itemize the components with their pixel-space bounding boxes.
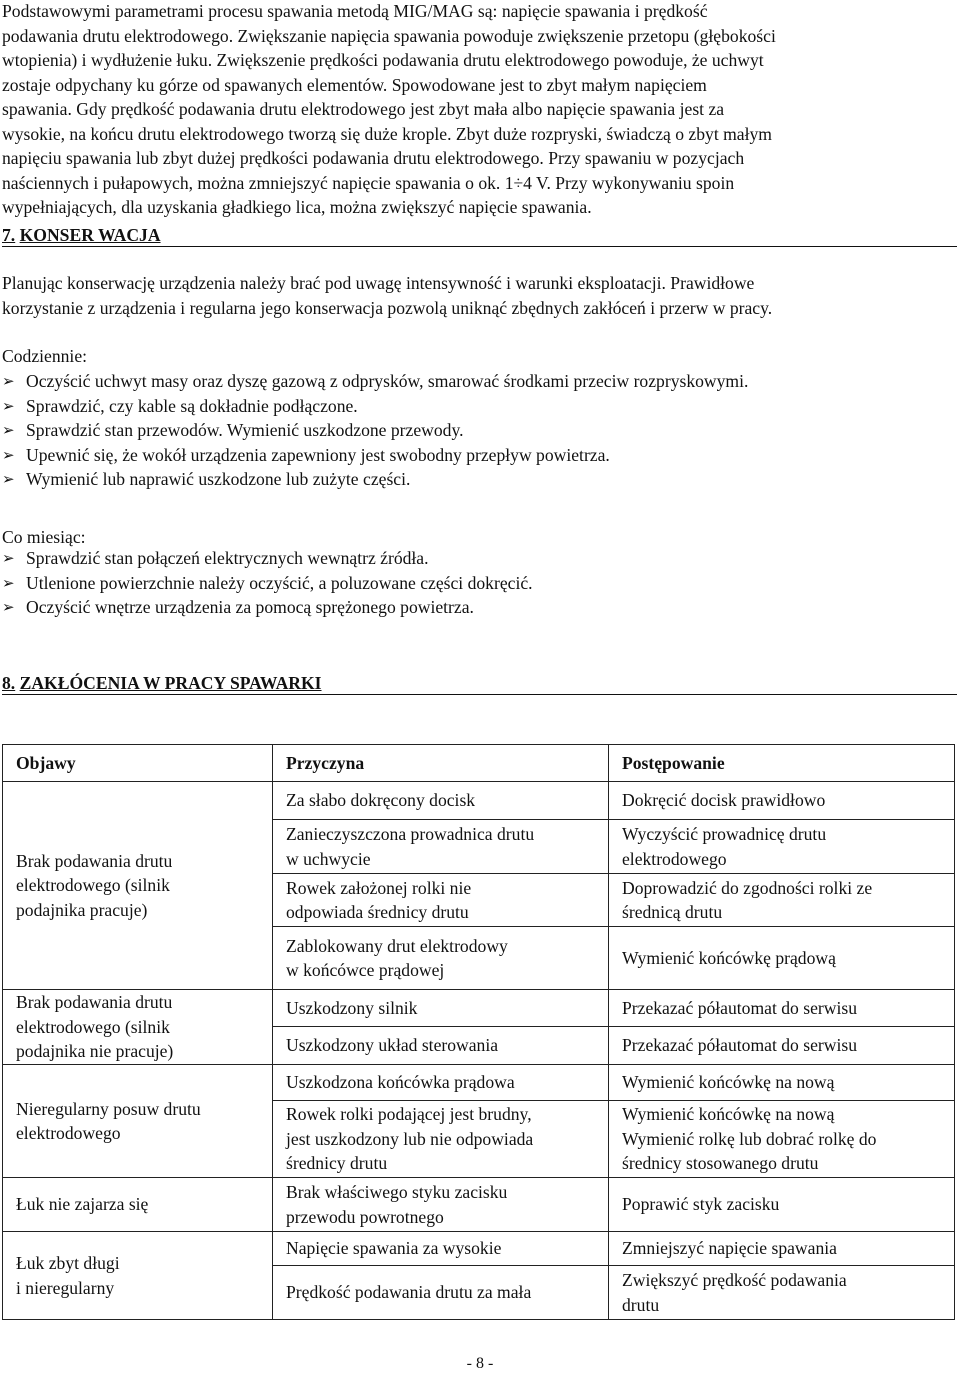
arrow-bullet-icon: ➢ xyxy=(2,421,15,439)
troubleshooting-table xyxy=(2,744,955,1320)
list-item xyxy=(2,394,748,419)
cause-cell: Brak właściwego styku zacisku przewodu powrotnego xyxy=(272,1177,609,1232)
symptom-cell: Łuk zbyt długi i nieregularny xyxy=(2,1231,273,1320)
arrow-bullet-icon: ➢ xyxy=(2,598,15,616)
list-item-text: Sprawdzić, czy kable są dokładnie podłączone. xyxy=(26,395,358,416)
section-number: 8. xyxy=(2,673,16,693)
table-header-cell: Przyczyna xyxy=(272,744,609,782)
action-cell: Wymienić końcówkę na nową Wymienić rolkę lub dobrać rolkę do średnicy stosowanego drutu xyxy=(608,1100,955,1178)
cause-cell: Rowek założonej rolki nie odpowiada średnicy drutu xyxy=(272,873,609,927)
list-item-text: Sprawdzić stan połączeń elektrycznych wewnątrz źródła. xyxy=(26,548,429,568)
arrow-bullet-icon: ➢ xyxy=(2,372,15,390)
paragraph-line: korzystanie z urządzenia i regularna jego konserwacja pozwolą uniknąć zbędnych zakłóceń i przerw w pracy. xyxy=(2,297,773,318)
symptom-cell: Nieregularny posuw drutu elektrodowego xyxy=(2,1064,273,1178)
daily-checklist xyxy=(2,369,748,492)
cause-cell: Napięcie spawania za wysokie xyxy=(272,1231,609,1266)
symptom-cell: Łuk nie zajarza się xyxy=(2,1177,273,1232)
list-item-text: Oczyścić uchwyt masy oraz dyszę gazową z odprysków, smarować środkami przeciw rozpryskowymi. xyxy=(26,371,749,391)
list-item xyxy=(2,443,748,468)
list-item xyxy=(2,571,533,596)
list-item xyxy=(2,369,748,394)
intro-line: napięciu spawania lub zbyt dużej prędkości podawania drutu elektrodowego. Przy spawaniu w pozycjach xyxy=(2,148,745,168)
intro-line: spawania. Gdy prędkość podawania drutu elektrodowego jest zbyt mała albo napięcie spawania jest za xyxy=(2,99,725,119)
arrow-bullet-icon: ➢ xyxy=(2,396,15,415)
action-cell: Zwiększyć prędkość podawania drutu xyxy=(608,1265,955,1320)
section-7-heading xyxy=(2,224,957,247)
list-item xyxy=(2,595,533,620)
section-8-heading xyxy=(2,672,957,695)
intro-line: wtopienia) i wydłużenie łuku. Zwiększenie prędkości podawania drutu elektrodowego powoduje, że uchwyt xyxy=(2,50,764,70)
cause-cell: Zablokowany drut elektrodowy w końcówce prądowej xyxy=(272,926,609,990)
list-item-text: Oczyścić wnętrze urządzenia za pomocą sprężonego powietrza. xyxy=(26,597,474,617)
intro-paragraph xyxy=(2,0,957,220)
symptom-cell: Brak podawania drutu elektrodowego (silnik podajnika nie pracuje) xyxy=(2,989,273,1065)
cause-cell: Uszkodzony układ sterowania xyxy=(272,1026,609,1065)
cause-cell: Zanieczyszczona prowadnica drutu w uchwycie xyxy=(272,819,609,874)
cause-cell: Uszkodzony silnik xyxy=(272,989,609,1027)
cause-cell: Rowek rolki podającej jest brudny, jest uszkodzony lub nie odpowiada średnicy drutu xyxy=(272,1100,609,1178)
symptom-cell: Brak podawania drutu elektrodowego (silnik podajnika pracuje) xyxy=(2,781,273,990)
cause-cell: Prędkość podawania drutu za mała xyxy=(272,1265,609,1320)
paragraph-line: Planując konserwację urządzenia należy brać pod uwagę intensywność i warunki eksploatacji. Prawidłowe xyxy=(2,273,755,293)
maintenance-paragraph xyxy=(2,271,957,320)
action-cell: Dokręcić docisk prawidłowo xyxy=(608,781,955,820)
monthly-checklist xyxy=(2,546,533,620)
list-item-text: Utlenione powierzchnie należy oczyścić, a poluzowane części dokręcić. xyxy=(26,572,533,593)
action-cell: Wyczyścić prowadnicę drutu elektrodowego xyxy=(608,819,955,874)
action-cell: Poprawić styk zacisku xyxy=(608,1177,955,1232)
table-header-cell: Postępowanie xyxy=(608,744,955,782)
list-item xyxy=(2,546,533,571)
list-item xyxy=(2,467,748,492)
cause-cell: Uszkodzona końcówka prądowa xyxy=(272,1064,609,1101)
list-item xyxy=(2,418,748,443)
intro-line: Podstawowymi parametrami procesu spawania metodą MIG/MAG są: napięcie spawania i prędkość xyxy=(2,1,708,21)
list-item-text: Wymienić lub naprawić uszkodzone lub zużyte części. xyxy=(26,469,411,489)
action-cell: Przekazać półautomat do serwisu xyxy=(608,989,955,1027)
page-number: - 8 - xyxy=(466,1355,494,1372)
section-number: 7. xyxy=(2,225,16,245)
daily-subheading: Codziennie: xyxy=(2,346,88,366)
intro-line: zostaje odpychany ku górze od spawanych elementów. Spowodowane jest to zbyt małym napięciem xyxy=(2,74,707,95)
list-item-text: Upewnić się, że wokół urządzenia zapewniony jest swobodny przepływ powietrza. xyxy=(26,444,610,465)
action-cell: Wymienić końcówkę prądową xyxy=(608,926,955,990)
intro-line: naściennych i pułapowych, można zmniejszyć napięcie spawania o ok. 1÷4 V. Przy wykonywaniu spoin xyxy=(2,172,735,193)
section-title: KONSER WACJA xyxy=(19,225,161,245)
intro-line: wypełniających, dla uzyskania gładkiego lica, można zwiększyć napięcie spawania. xyxy=(2,197,592,217)
monthly-subheading: Co miesiąc: xyxy=(2,527,86,547)
arrow-bullet-icon: ➢ xyxy=(2,573,15,592)
arrow-bullet-icon: ➢ xyxy=(2,549,15,567)
list-item-text: Sprawdzić stan przewodów. Wymienić uszkodzone przewody. xyxy=(26,420,464,440)
arrow-bullet-icon: ➢ xyxy=(2,445,15,464)
section-title: ZAKŁÓCENIA W PRACY SPAWARKI xyxy=(19,673,322,693)
arrow-bullet-icon: ➢ xyxy=(2,470,15,488)
action-cell: Wymienić końcówkę na nową xyxy=(608,1064,955,1101)
action-cell: Doprowadzić do zgodności rolki ze średnicą drutu xyxy=(608,873,955,927)
action-cell: Przekazać półautomat do serwisu xyxy=(608,1026,955,1065)
intro-line: podawania drutu elektrodowego. Zwiększanie napięcia spawania powoduje zwiększenie przetopu (głębokości xyxy=(2,25,776,46)
table-header-cell: Objawy xyxy=(2,744,273,782)
intro-line: wysokie, na końcu drutu elektrodowego tworzą się duże krople. Zbyt duże rozpryski, świadczą o zbyt małym xyxy=(2,123,772,144)
cause-cell: Za słabo dokręcony docisk xyxy=(272,781,609,820)
action-cell: Zmniejszyć napięcie spawania xyxy=(608,1231,955,1266)
